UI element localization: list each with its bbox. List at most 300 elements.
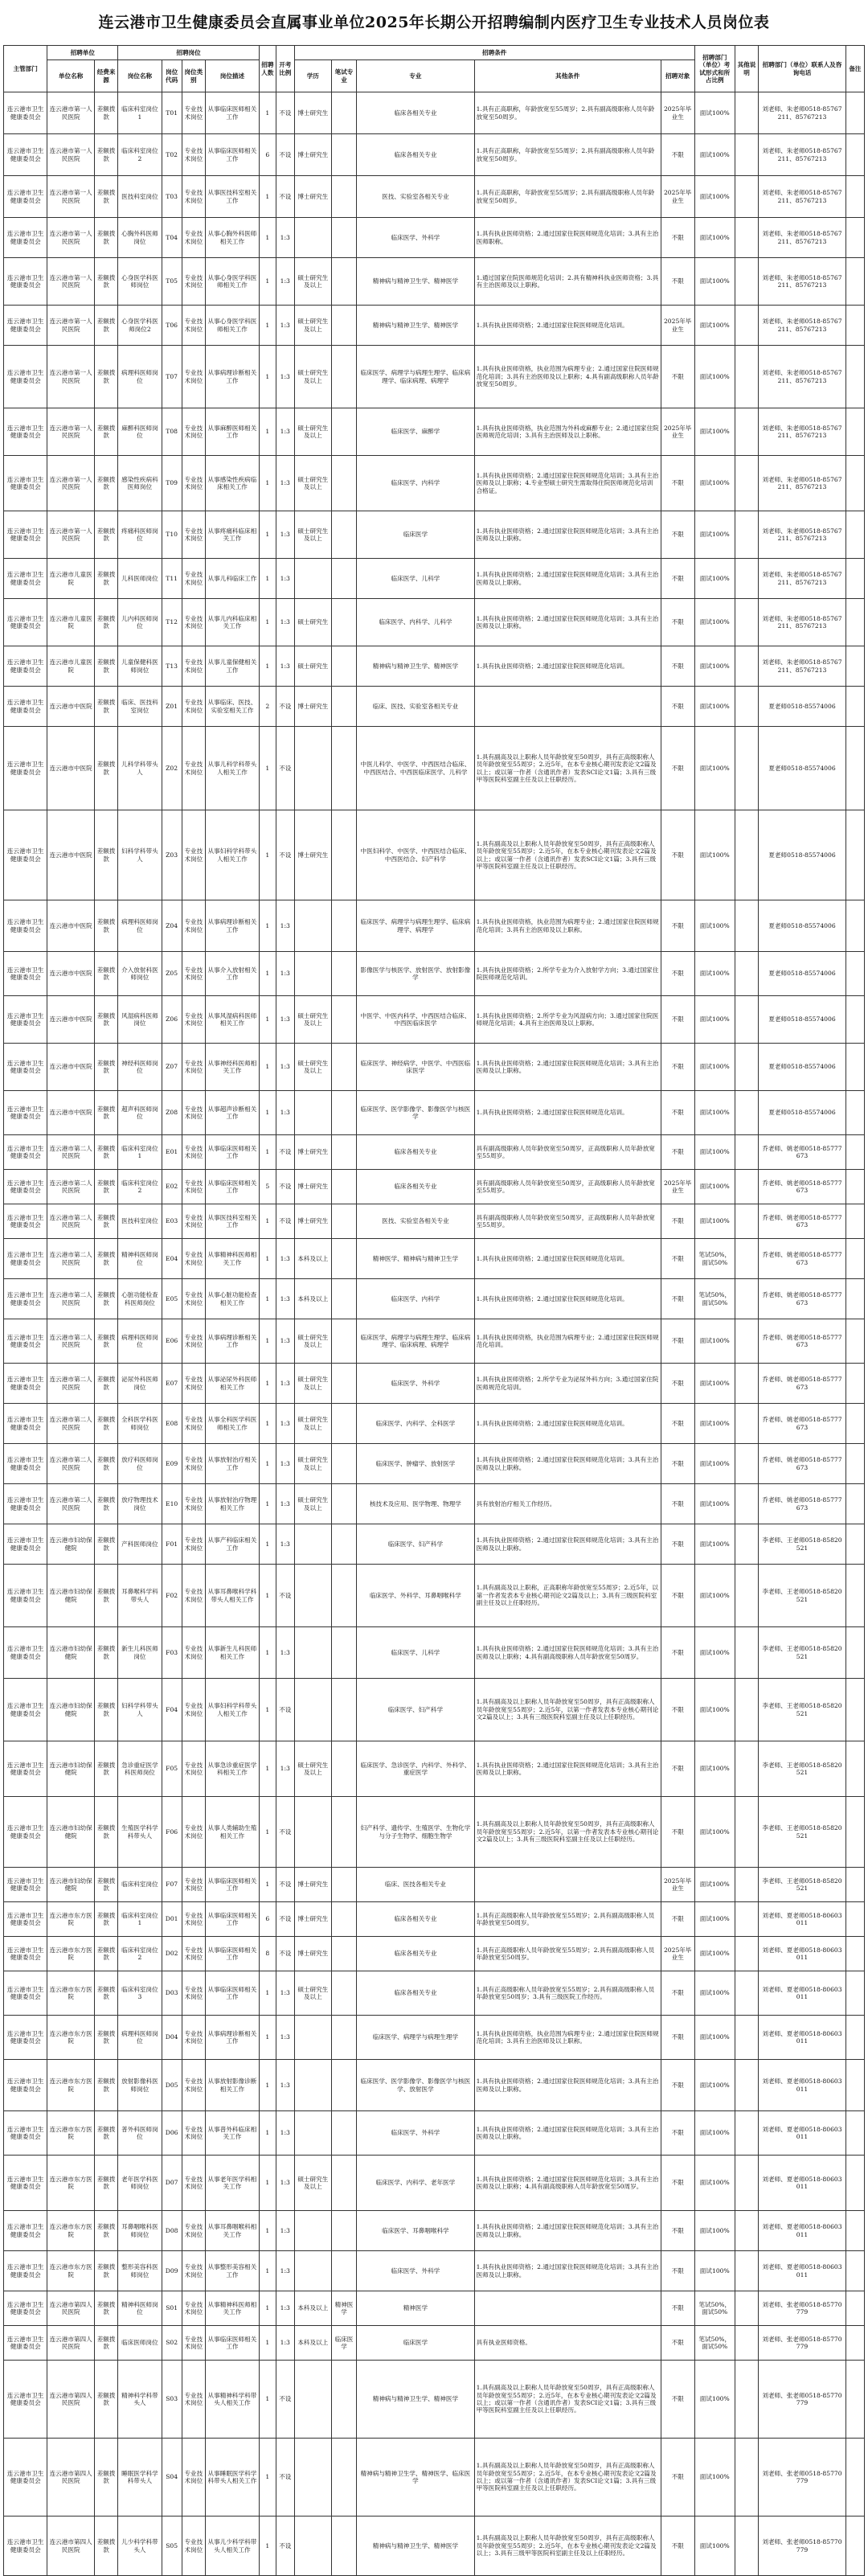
cell-other: 具有放射治疗相关工作经历。	[474, 1484, 661, 1524]
header-post-group: 招聘岗位	[118, 46, 260, 60]
cell-other-note	[735, 2326, 758, 2361]
cell-contact: 刘老师、朱老师0518-85767211、85767213	[759, 346, 846, 408]
cell-post-category: 专业技术岗位	[182, 1239, 205, 1279]
cell-supervisor: 连云港市卫生健康委员会	[4, 1484, 47, 1524]
cell-quota: 1	[259, 1627, 276, 1679]
header-post-category: 岗位类别	[182, 60, 205, 92]
cell-exam-ratio: 1:3	[276, 1444, 294, 1484]
cell-exam-ratio: 1:3	[276, 646, 294, 687]
cell-unit-name: 连云港市中医院	[47, 996, 95, 1044]
cell-major: 临床医学、外科学	[357, 1364, 474, 1404]
cell-major: 精神病与精神卫生学、精神医学	[357, 2361, 474, 2439]
cell-written-exam	[331, 1971, 356, 2016]
cell-remark	[845, 1902, 864, 1937]
cell-exam-ratio: 1:3	[276, 1279, 294, 1319]
cell-post-code: Z03	[162, 810, 182, 900]
cell-written-exam	[331, 1239, 356, 1279]
table-row	[4, 1484, 865, 1524]
cell-other: 具有副高级职称人员年龄放宽至50周岁，正高级职称人员年龄放宽至55周岁。	[474, 1170, 661, 1204]
cell-written-exam	[331, 559, 356, 599]
cell-other-note	[735, 1404, 758, 1444]
table-row	[4, 1937, 865, 1971]
cell-unit-name: 连云港市第一人民医院	[47, 511, 95, 559]
cell-target: 不限	[661, 646, 694, 687]
cell-unit-name: 连云港市东方医院	[47, 2211, 95, 2251]
cell-supervisor: 连云港市卫生健康委员会	[4, 1044, 47, 1091]
cell-exam-method: 面试100%	[694, 1902, 735, 1937]
cell-post-code: E03	[162, 1204, 182, 1239]
cell-exam-ratio: 1:3	[276, 2326, 294, 2361]
cell-other: 1.具有执业医师资格；2.通过国家住院医师规范化培训；3.具有主治医师及以上职称。	[474, 2060, 661, 2111]
cell-major: 临床医学、内科学	[357, 1279, 474, 1319]
cell-unit-name: 连云港市中医院	[47, 900, 95, 952]
cell-exam-ratio: 1:3	[276, 2060, 294, 2111]
cell-written-exam	[331, 2111, 356, 2156]
cell-supervisor: 连云港市卫生健康委员会	[4, 1797, 47, 1868]
cell-supervisor: 连云港市卫生健康委员会	[4, 346, 47, 408]
cell-unit-name: 连云港市第一人民医院	[47, 134, 95, 176]
cell-post-name: 病理科医师岗位	[118, 2016, 162, 2060]
cell-target: 不限	[661, 134, 694, 176]
table-row	[4, 176, 865, 218]
table-row	[4, 1679, 865, 1741]
cell-funding: 差额拨款	[94, 1679, 117, 1741]
cell-exam-method: 面试100%	[694, 599, 735, 646]
cell-post-code: D06	[162, 2111, 182, 2156]
cell-supervisor: 连云港市卫生健康委员会	[4, 687, 47, 727]
cell-contact: 乔老师、姚老师0518-85777673	[759, 1239, 846, 1279]
cell-other: 1.具有执业医师资格；2.通过国家住院医师规范化培训；3.具有主治医师及以上职称。	[474, 511, 661, 559]
cell-post-category: 专业技术岗位	[182, 2251, 205, 2291]
cell-post-name: 全科医学科医师岗位	[118, 1404, 162, 1444]
cell-major: 临床各相关专业	[357, 134, 474, 176]
cell-contact: 乔老师、姚老师0518-85777673	[759, 1484, 846, 1524]
cell-exam-method: 面试100%	[694, 1741, 735, 1797]
cell-exam-ratio: 1:3	[276, 1404, 294, 1444]
cell-quota: 1	[259, 92, 276, 134]
table-row	[4, 2361, 865, 2439]
cell-education: 硕士研究生及以上	[294, 456, 331, 511]
cell-other: 1.具有执业医师资格，执业范围为病理专业；2.通过国家住院医师规范化培训。	[474, 1319, 661, 1364]
cell-post-desc: 从事心身医学科医师相关工作	[205, 258, 259, 306]
cell-other: 1.具有执业医师资格；2.通过国家住院医师规范化培训。	[474, 646, 661, 687]
cell-quota: 1	[259, 408, 276, 456]
cell-quota: 1	[259, 1404, 276, 1444]
cell-quota: 1	[259, 1239, 276, 1279]
cell-education: 硕士研究生及以上	[294, 1319, 331, 1364]
cell-exam-ratio: 不设	[276, 1170, 294, 1204]
cell-major: 中医妇科学、中医学、中西医结合临床、中西医结合、妇产科学	[357, 810, 474, 900]
cell-post-name: 麻醉科医师岗位	[118, 408, 162, 456]
cell-post-code: T05	[162, 258, 182, 306]
cell-written-exam	[331, 900, 356, 952]
cell-unit-name: 连云港市第一人民医院	[47, 346, 95, 408]
cell-quota: 1	[259, 2326, 276, 2361]
cell-post-name: 精神科医师岗位	[118, 1239, 162, 1279]
cell-other: 具有执业医师资格。	[474, 2326, 661, 2361]
cell-target: 不限	[661, 1319, 694, 1364]
cell-written-exam	[331, 2439, 356, 2517]
cell-funding: 差额拨款	[94, 176, 117, 218]
table-row	[4, 1279, 865, 1319]
cell-other-note	[735, 1204, 758, 1239]
cell-written-exam	[331, 1868, 356, 1902]
cell-contact: 乔老师、姚老师0518-85777673	[759, 1364, 846, 1404]
cell-contact: 刘老师、张老师0518-85770779	[759, 2439, 846, 2517]
cell-post-desc: 从事放射治疗物理相关工作	[205, 1484, 259, 1524]
cell-post-code: F03	[162, 1627, 182, 1679]
cell-supervisor: 连云港市卫生健康委员会	[4, 646, 47, 687]
cell-major: 临床医学、内科学、儿科学	[357, 599, 474, 646]
cell-unit-name: 连云港市儿童医院	[47, 646, 95, 687]
cell-other: 1.具有执业医师资格；2.通过国家住院医师规范化培训；3.具有主治医师职称。	[474, 218, 661, 258]
cell-exam-method: 面试100%	[694, 511, 735, 559]
cell-remark	[845, 1044, 864, 1091]
cell-funding: 差额拨款	[94, 1044, 117, 1091]
cell-remark	[845, 134, 864, 176]
cell-contact: 李老师、王老师0518-85820521	[759, 1565, 846, 1627]
cell-funding: 差额拨款	[94, 2251, 117, 2291]
cell-other-note	[735, 1239, 758, 1279]
cell-supervisor: 连云港市卫生健康委员会	[4, 2251, 47, 2291]
cell-exam-method: 笔试50%，面试50%	[694, 1279, 735, 1319]
cell-target: 不限	[661, 1524, 694, 1565]
cell-post-code: E07	[162, 1364, 182, 1404]
cell-education: 硕士研究生及以上	[294, 996, 331, 1044]
cell-education	[294, 2111, 331, 2156]
cell-unit-name: 连云港市中医院	[47, 1091, 95, 1135]
cell-supervisor: 连云港市卫生健康委员会	[4, 134, 47, 176]
cell-target: 2025年毕业生	[661, 1937, 694, 1971]
cell-exam-method: 面试100%	[694, 456, 735, 511]
cell-other-note	[735, 1444, 758, 1484]
cell-exam-ratio: 不设	[276, 810, 294, 900]
cell-major: 临床医学、内科学、全科医学	[357, 1404, 474, 1444]
cell-post-desc: 从事临床、医技、实验室相关工作	[205, 687, 259, 727]
cell-target: 不限	[661, 1135, 694, 1170]
cell-supervisor: 连云港市卫生健康委员会	[4, 2291, 47, 2326]
cell-exam-ratio: 1:3	[276, 1319, 294, 1364]
cell-supervisor: 连云港市卫生健康委员会	[4, 176, 47, 218]
cell-contact: 夏老师0518-85574006	[759, 900, 846, 952]
cell-unit-name: 连云港市第四人民医院	[47, 2326, 95, 2361]
cell-remark	[845, 2517, 864, 2576]
cell-funding: 差额拨款	[94, 2156, 117, 2211]
cell-other: 1.具有执业医师资格；2.通过国家住院医师规范化培训；3.具有主治医师及以上职称。	[474, 559, 661, 599]
cell-education	[294, 2361, 331, 2439]
table-row	[4, 1797, 865, 1868]
cell-quota: 1	[259, 2291, 276, 2326]
cell-major: 临床医学、内科学、老年医学	[357, 2156, 474, 2211]
cell-post-category: 专业技术岗位	[182, 2111, 205, 2156]
cell-exam-ratio: 不设	[276, 2517, 294, 2576]
cell-exam-method: 面试100%	[694, 2439, 735, 2517]
cell-funding: 差额拨款	[94, 2326, 117, 2361]
cell-education: 硕士研究生及以上	[294, 1741, 331, 1797]
cell-remark	[845, 2291, 864, 2326]
cell-exam-method: 面试100%	[694, 727, 735, 810]
cell-written-exam	[331, 1679, 356, 1741]
cell-post-name: 心身医学科医师岗位	[118, 258, 162, 306]
cell-quota: 1	[259, 2211, 276, 2251]
cell-written-exam	[331, 1135, 356, 1170]
cell-remark	[845, 2361, 864, 2439]
cell-post-desc: 从事病理诊断相关工作	[205, 2016, 259, 2060]
cell-supervisor: 连云港市卫生健康委员会	[4, 2439, 47, 2517]
cell-other-note	[735, 2439, 758, 2517]
cell-funding: 差额拨款	[94, 646, 117, 687]
header-other: 其他条件	[474, 60, 661, 92]
cell-post-name: 儿内科医师岗位	[118, 599, 162, 646]
cell-education: 硕士研究生及以上	[294, 408, 331, 456]
cell-target: 不限	[661, 1364, 694, 1404]
cell-remark	[845, 559, 864, 599]
cell-contact: 夏老师0518-85574006	[759, 687, 846, 727]
cell-major: 临床医学、神经病学、中医学、中西医临床医学	[357, 1044, 474, 1091]
cell-funding: 差额拨款	[94, 1524, 117, 1565]
cell-education: 博士研究生	[294, 176, 331, 218]
cell-quota: 1	[259, 258, 276, 306]
cell-other: 具有副高级职称人员年龄放宽至50周岁，正高级职称人员年龄放宽至55周岁。	[474, 1135, 661, 1170]
cell-post-desc: 从事病理诊断相关工作	[205, 1319, 259, 1364]
header-unit-group: 招聘单位	[47, 46, 118, 60]
cell-major: 临床各相关专业	[357, 1937, 474, 1971]
cell-exam-method: 面试100%	[694, 1679, 735, 1741]
cell-other-note	[735, 92, 758, 134]
cell-exam-ratio: 1:3	[276, 996, 294, 1044]
cell-major: 临床各相关专业	[357, 1902, 474, 1937]
table-row	[4, 258, 865, 306]
cell-exam-ratio: 1:3	[276, 408, 294, 456]
cell-other-note	[735, 727, 758, 810]
cell-post-category: 专业技术岗位	[182, 810, 205, 900]
cell-remark	[845, 1971, 864, 2016]
cell-contact: 乔老师、姚老师0518-85777673	[759, 1279, 846, 1319]
cell-post-category: 专业技术岗位	[182, 2016, 205, 2060]
cell-education: 博士研究生	[294, 1868, 331, 1902]
cell-exam-ratio: 1:3	[276, 1091, 294, 1135]
cell-post-name: 儿科学科带头人	[118, 727, 162, 810]
cell-education: 硕士研究生及以上	[294, 1971, 331, 2016]
header-contact: 招聘部门（单位）联系人及咨询电话	[759, 46, 846, 92]
cell-post-name: 感染性疾病科医师岗位	[118, 456, 162, 511]
cell-exam-method: 面试100%	[694, 2517, 735, 2576]
cell-other: 1.具有正高级职称人员年龄放宽至55周岁；2.具有副高级职称人员年龄放宽至50周岁。	[474, 1902, 661, 1937]
cell-written-exam	[331, 599, 356, 646]
cell-written-exam	[331, 1170, 356, 1204]
header-unit-name: 单位名称	[47, 60, 95, 92]
cell-funding: 差额拨款	[94, 2060, 117, 2111]
cell-unit-name: 连云港市第二人民医院	[47, 1404, 95, 1444]
cell-exam-method: 面试100%	[694, 2211, 735, 2251]
cell-post-code: Z02	[162, 727, 182, 810]
cell-unit-name: 连云港市妇幼保健院	[47, 1797, 95, 1868]
cell-written-exam	[331, 456, 356, 511]
cell-exam-ratio: 1:3	[276, 1239, 294, 1279]
cell-remark	[845, 1239, 864, 1279]
cell-quota: 1	[259, 218, 276, 258]
cell-exam-method: 面试100%	[694, 900, 735, 952]
cell-funding: 差额拨款	[94, 1135, 117, 1170]
cell-quota: 1	[259, 996, 276, 1044]
cell-major: 临床医学、儿科学	[357, 559, 474, 599]
cell-written-exam	[331, 306, 356, 346]
cell-written-exam	[331, 2517, 356, 2576]
cell-quota: 1	[259, 599, 276, 646]
cell-funding: 差额拨款	[94, 346, 117, 408]
cell-education	[294, 218, 331, 258]
cell-unit-name: 连云港市第一人民医院	[47, 176, 95, 218]
header-post-name: 岗位名称	[118, 60, 162, 92]
cell-remark	[845, 1204, 864, 1239]
cell-written-exam: 临床医学	[331, 2326, 356, 2361]
cell-exam-ratio: 1:3	[276, 218, 294, 258]
table-row	[4, 92, 865, 134]
cell-other-note	[735, 456, 758, 511]
cell-post-name: 超声科医师岗位	[118, 1091, 162, 1135]
cell-quota: 1	[259, 727, 276, 810]
cell-post-desc: 从事急诊重症医学科相关工作	[205, 1741, 259, 1797]
cell-post-desc: 从事临床医师相关工作	[205, 1868, 259, 1902]
cell-exam-method: 面试100%	[694, 2361, 735, 2439]
cell-remark	[845, 2111, 864, 2156]
cell-major: 临床各相关专业	[357, 1971, 474, 2016]
cell-supervisor: 连云港市卫生健康委员会	[4, 2517, 47, 2576]
cell-education	[294, 1091, 331, 1135]
cell-education	[294, 727, 331, 810]
cell-major: 临床医学、妇产科学	[357, 1524, 474, 1565]
cell-quota: 1	[259, 2517, 276, 2576]
cell-post-category: 专业技术岗位	[182, 456, 205, 511]
table-row	[4, 1170, 865, 1204]
cell-contact: 夏老师0518-85574006	[759, 1044, 846, 1091]
cell-written-exam	[331, 2156, 356, 2211]
cell-target: 不限	[661, 2156, 694, 2211]
cell-post-desc: 从事儿少科学科带头人相关工作	[205, 2517, 259, 2576]
cell-exam-method: 面试100%	[694, 134, 735, 176]
cell-unit-name: 连云港市第二人民医院	[47, 1444, 95, 1484]
cell-major: 精神病与精神卫生学、精神医学	[357, 2517, 474, 2576]
cell-education: 博士研究生	[294, 134, 331, 176]
cell-major: 临床医学、医学影像学、影像医学与核医学、放射医学	[357, 2060, 474, 2111]
cell-remark	[845, 1170, 864, 1204]
table-row	[4, 2156, 865, 2211]
header-other-note: 其他说明	[735, 46, 758, 92]
cell-target: 不限	[661, 1565, 694, 1627]
cell-other-note	[735, 2361, 758, 2439]
cell-other-note	[735, 2211, 758, 2251]
table-row	[4, 2251, 865, 2291]
cell-exam-method: 面试100%	[694, 1524, 735, 1565]
cell-written-exam	[331, 952, 356, 996]
table-row	[4, 1044, 865, 1091]
cell-exam-method: 面试100%	[694, 2016, 735, 2060]
cell-other-note	[735, 1971, 758, 2016]
cell-post-category: 专业技术岗位	[182, 1204, 205, 1239]
cell-quota: 1	[259, 1524, 276, 1565]
cell-education: 硕士研究生	[294, 646, 331, 687]
cell-funding: 差额拨款	[94, 2291, 117, 2326]
cell-post-code: E04	[162, 1239, 182, 1279]
cell-education: 博士研究生	[294, 1170, 331, 1204]
cell-post-desc: 从事儿科临床工作	[205, 559, 259, 599]
cell-major: 中医儿科学、中医学、中西医结合临床、中西医结合、中西医临床医学、儿科学	[357, 727, 474, 810]
cell-written-exam	[331, 1937, 356, 1971]
cell-supervisor: 连云港市卫生健康委员会	[4, 1404, 47, 1444]
cell-supervisor: 连云港市卫生健康委员会	[4, 1902, 47, 1937]
cell-target: 不限	[661, 2060, 694, 2111]
cell-remark	[845, 646, 864, 687]
cell-exam-method: 面试100%	[694, 92, 735, 134]
cell-other-note	[735, 1868, 758, 1902]
cell-other: 具有副高级职称人员年龄放宽至50周岁，正高级职称人员年龄放宽至55周岁。	[474, 1204, 661, 1239]
cell-funding: 差额拨款	[94, 559, 117, 599]
cell-post-name: 临床科室岗位	[118, 1868, 162, 1902]
cell-target: 不限	[661, 952, 694, 996]
table-row	[4, 900, 865, 952]
cell-exam-method: 面试100%	[694, 176, 735, 218]
cell-quota: 1	[259, 2251, 276, 2291]
cell-post-name: 整形美容科医师岗位	[118, 2251, 162, 2291]
cell-unit-name: 连云港市东方医院	[47, 2111, 95, 2156]
cell-post-category: 专业技术岗位	[182, 1971, 205, 2016]
cell-post-desc: 从事儿内科临床相关工作	[205, 599, 259, 646]
cell-other: 1.具有副高及以上职称人员年龄放宽至50周岁，具有正高级职称人员年龄放宽至55周岁；2.近5年，在本专业核心期刊发表论文2篇及以上；或以第一作者（含通讯作者）发表SCI论文1篇；3.具有三级甲等医院科室副主任及以上任职经历。	[474, 2439, 661, 2517]
cell-post-desc: 从事耳鼻喉科学科带头人相关工作	[205, 1565, 259, 1627]
cell-remark	[845, 1135, 864, 1170]
cell-funding: 差额拨款	[94, 1868, 117, 1902]
cell-post-name: 疼痛科医师岗位	[118, 511, 162, 559]
cell-unit-name: 连云港市第二人民医院	[47, 1279, 95, 1319]
cell-target: 不限	[661, 900, 694, 952]
cell-post-category: 专业技术岗位	[182, 1741, 205, 1797]
cell-major: 临床各相关专业	[357, 92, 474, 134]
cell-remark	[845, 996, 864, 1044]
cell-funding: 差额拨款	[94, 996, 117, 1044]
cell-other: 1.具有执业医师资格；2.通过国家住院医师规范化培训；3.具有主治医师及以上职称。	[474, 1741, 661, 1797]
cell-funding: 差额拨款	[94, 1319, 117, 1364]
cell-unit-name: 连云港市妇幼保健院	[47, 1679, 95, 1741]
cell-remark	[845, 1484, 864, 1524]
table-row	[4, 408, 865, 456]
cell-remark	[845, 1868, 864, 1902]
cell-supervisor: 连云港市卫生健康委员会	[4, 2211, 47, 2251]
cell-funding: 差额拨款	[94, 2211, 117, 2251]
cell-post-category: 专业技术岗位	[182, 1444, 205, 1484]
cell-exam-ratio: 1:3	[276, 1044, 294, 1091]
cell-unit-name: 连云港市妇幼保健院	[47, 1627, 95, 1679]
cell-supervisor: 连云港市卫生健康委员会	[4, 1444, 47, 1484]
cell-post-desc: 从事心身医学科医师相关工作	[205, 306, 259, 346]
cell-post-code: D03	[162, 1971, 182, 2016]
cell-funding: 差额拨款	[94, 511, 117, 559]
cell-major: 临床医学、外科学	[357, 218, 474, 258]
cell-other-note	[735, 810, 758, 900]
cell-post-desc: 从事临床医师相关工作	[205, 92, 259, 134]
cell-education: 硕士研究生及以上	[294, 306, 331, 346]
table-row	[4, 218, 865, 258]
cell-other-note	[735, 1364, 758, 1404]
cell-supervisor: 连云港市卫生健康委员会	[4, 2060, 47, 2111]
cell-unit-name: 连云港市第一人民医院	[47, 92, 95, 134]
cell-funding: 差额拨款	[94, 687, 117, 727]
cell-supervisor: 连云港市卫生健康委员会	[4, 1868, 47, 1902]
cell-post-name: 临床科室岗位1	[118, 92, 162, 134]
cell-exam-method: 面试100%	[694, 996, 735, 1044]
cell-post-name: 睡眠医学科学科带头人	[118, 2439, 162, 2517]
cell-other: 1.具有执业医师资格；2.通过国家住院医师规范化培训；3.具有主治医师及以上职称；4.专业型硕士研究生需取得住院医师规范化培训合格证。	[474, 456, 661, 511]
cell-remark	[845, 2326, 864, 2361]
